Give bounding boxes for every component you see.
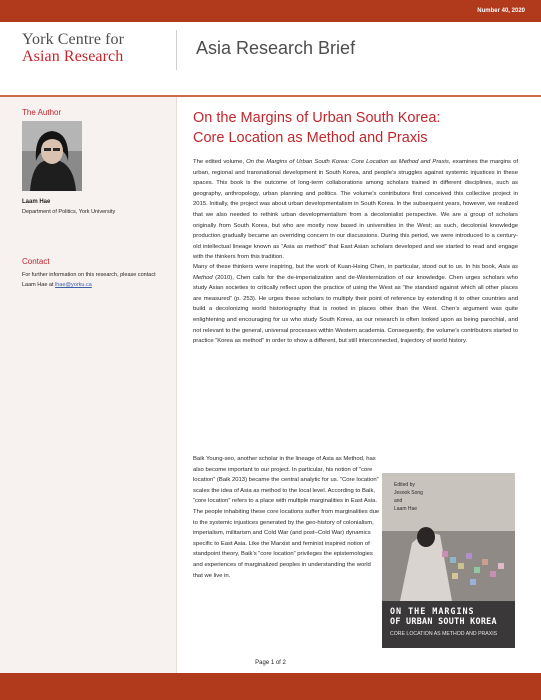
- text-run: (2010), Chen calls for the de-imperialization and de-Westernization of our knowledge. Chen urges scholars who study Asian societies to critically reflect upon the practice of using the West as “the standard against which all other places are measured” (p. 253). He urges these scholars to multiply their point of reference by extending it to other countries and build a decolonizing world historiography that is rooted in places other than the West. Chen’s argument was quite enlightening and encouraging for us who study South Korea, as our research is often looked upon as being parochial, and not relevant to the general, universal processes within Western academia. Consequently, the volume’s contributors started to practice “Korea as method” in order to show a different, but still interconnected, trajectory of world history.: [193, 274, 518, 345]
- book-editor-1: Jesook Song: [394, 490, 423, 496]
- book-cover: [382, 473, 515, 648]
- contact-heading: Contact: [22, 257, 50, 266]
- contact-info: [22, 270, 167, 290]
- paragraph-1: [193, 157, 518, 263]
- article-title: [193, 108, 523, 148]
- paragraph-3: [193, 454, 380, 581]
- ycar-logo[interactable]: [22, 31, 177, 65]
- italic-run: On the Margins of Urban South Korea: Core Location as Method and Praxis: [246, 159, 449, 165]
- book-subtitle: CORE LOCATION AS METHOD AND PRAXIS: [390, 631, 498, 637]
- bottom-bar: [0, 673, 541, 700]
- logo-line-2: Asian Research: [22, 48, 124, 65]
- text-run: Many of these thinkers were inspiring, but the work of Kuan-Hsing Chen, in particular, stood out to us. In his book,: [193, 264, 499, 270]
- issue-number: Number 40, 2020: [477, 8, 525, 14]
- top-bar: [0, 0, 541, 22]
- author-name: Laam Hae: [22, 199, 51, 205]
- text-run: , examines the margins of urban, regional and transnational development in South Korea, and people’s struggles against systemic injustices in these spaces. This book is the outcome of long-term collaborations among scholars trained in different disciplines, such as geography, anthropology, urban planning and politics. The volume’s contributors first conceived this collective project in 2015. Initially, the project was about urban developmentalism in South Korea. In the subsequent years, however, we realized that we also needed to rethink urban developmentalism from a decolonialist perspective. We are a group of scholars originally from South Korea, but who are mostly now based in universities in the West; as such, decolonial knowledge production gradually became an overriding concern in our discussions. During this period, we were introduced to a century-old intellectual lineage known as “Asia as method” that East Asian scholars developed and we started to read and engage with the thinkers from this tradition.: [193, 159, 518, 261]
- book-cover-art: [382, 473, 515, 648]
- title-line-2: Core Location as Method and Praxis: [193, 130, 428, 146]
- title-line-1: On the Margins of Urban South Korea:: [193, 110, 441, 126]
- italic-run: Asia as Method: [193, 264, 518, 281]
- paragraph-2: [193, 262, 518, 347]
- header-divider: [176, 30, 177, 70]
- book-editor-and: and: [394, 498, 403, 504]
- text-run: The edited volume,: [193, 159, 247, 165]
- page-number: Page 1 of 2: [255, 660, 286, 666]
- author-photo: [22, 121, 82, 191]
- author-department: Department of Politics, York University: [22, 209, 116, 215]
- book-editor-2: Laam Hae: [394, 506, 418, 512]
- text-run: Baik Young-seo, another scholar in the lineage of Asia as Method, has also become important to our project. In particular, his notion of “core location” (Baik 2013) became the central analytic for us. “Core location” scales the idea of Asia as method to the local level. According to Baik, “core location” refers to a place with multiple marginalities in East Asia. The people inhabiting these core locations suffer from marginalities due to the systemic injustices generated by the geo-history of colonialism, imperialism, militarism and Cold War (and post–Cold War) dynamics specific to East Asia. Like the Marxist and feminist inspired notion of standpoint theory, Baik’s “core location” privileges the epistemologies and experiences of marginalized peoples in understanding the world that we live in.: [193, 456, 380, 579]
- contact-email-link[interactable]: lhae@yorku.ca: [55, 282, 92, 288]
- book-title-line-2: OF URBAN SOUTH KOREA: [390, 616, 497, 626]
- author-heading: The Author: [22, 108, 62, 117]
- book-edited-by: Edited by: [394, 482, 415, 488]
- logo-line-1: York Centre for: [22, 31, 125, 48]
- publication-title: Asia Research Brief: [196, 38, 356, 58]
- contact-text: For further information on this research, please contact Laam Hae at: [22, 272, 156, 288]
- book-title-line-1: ON THE MARGINS: [390, 606, 475, 616]
